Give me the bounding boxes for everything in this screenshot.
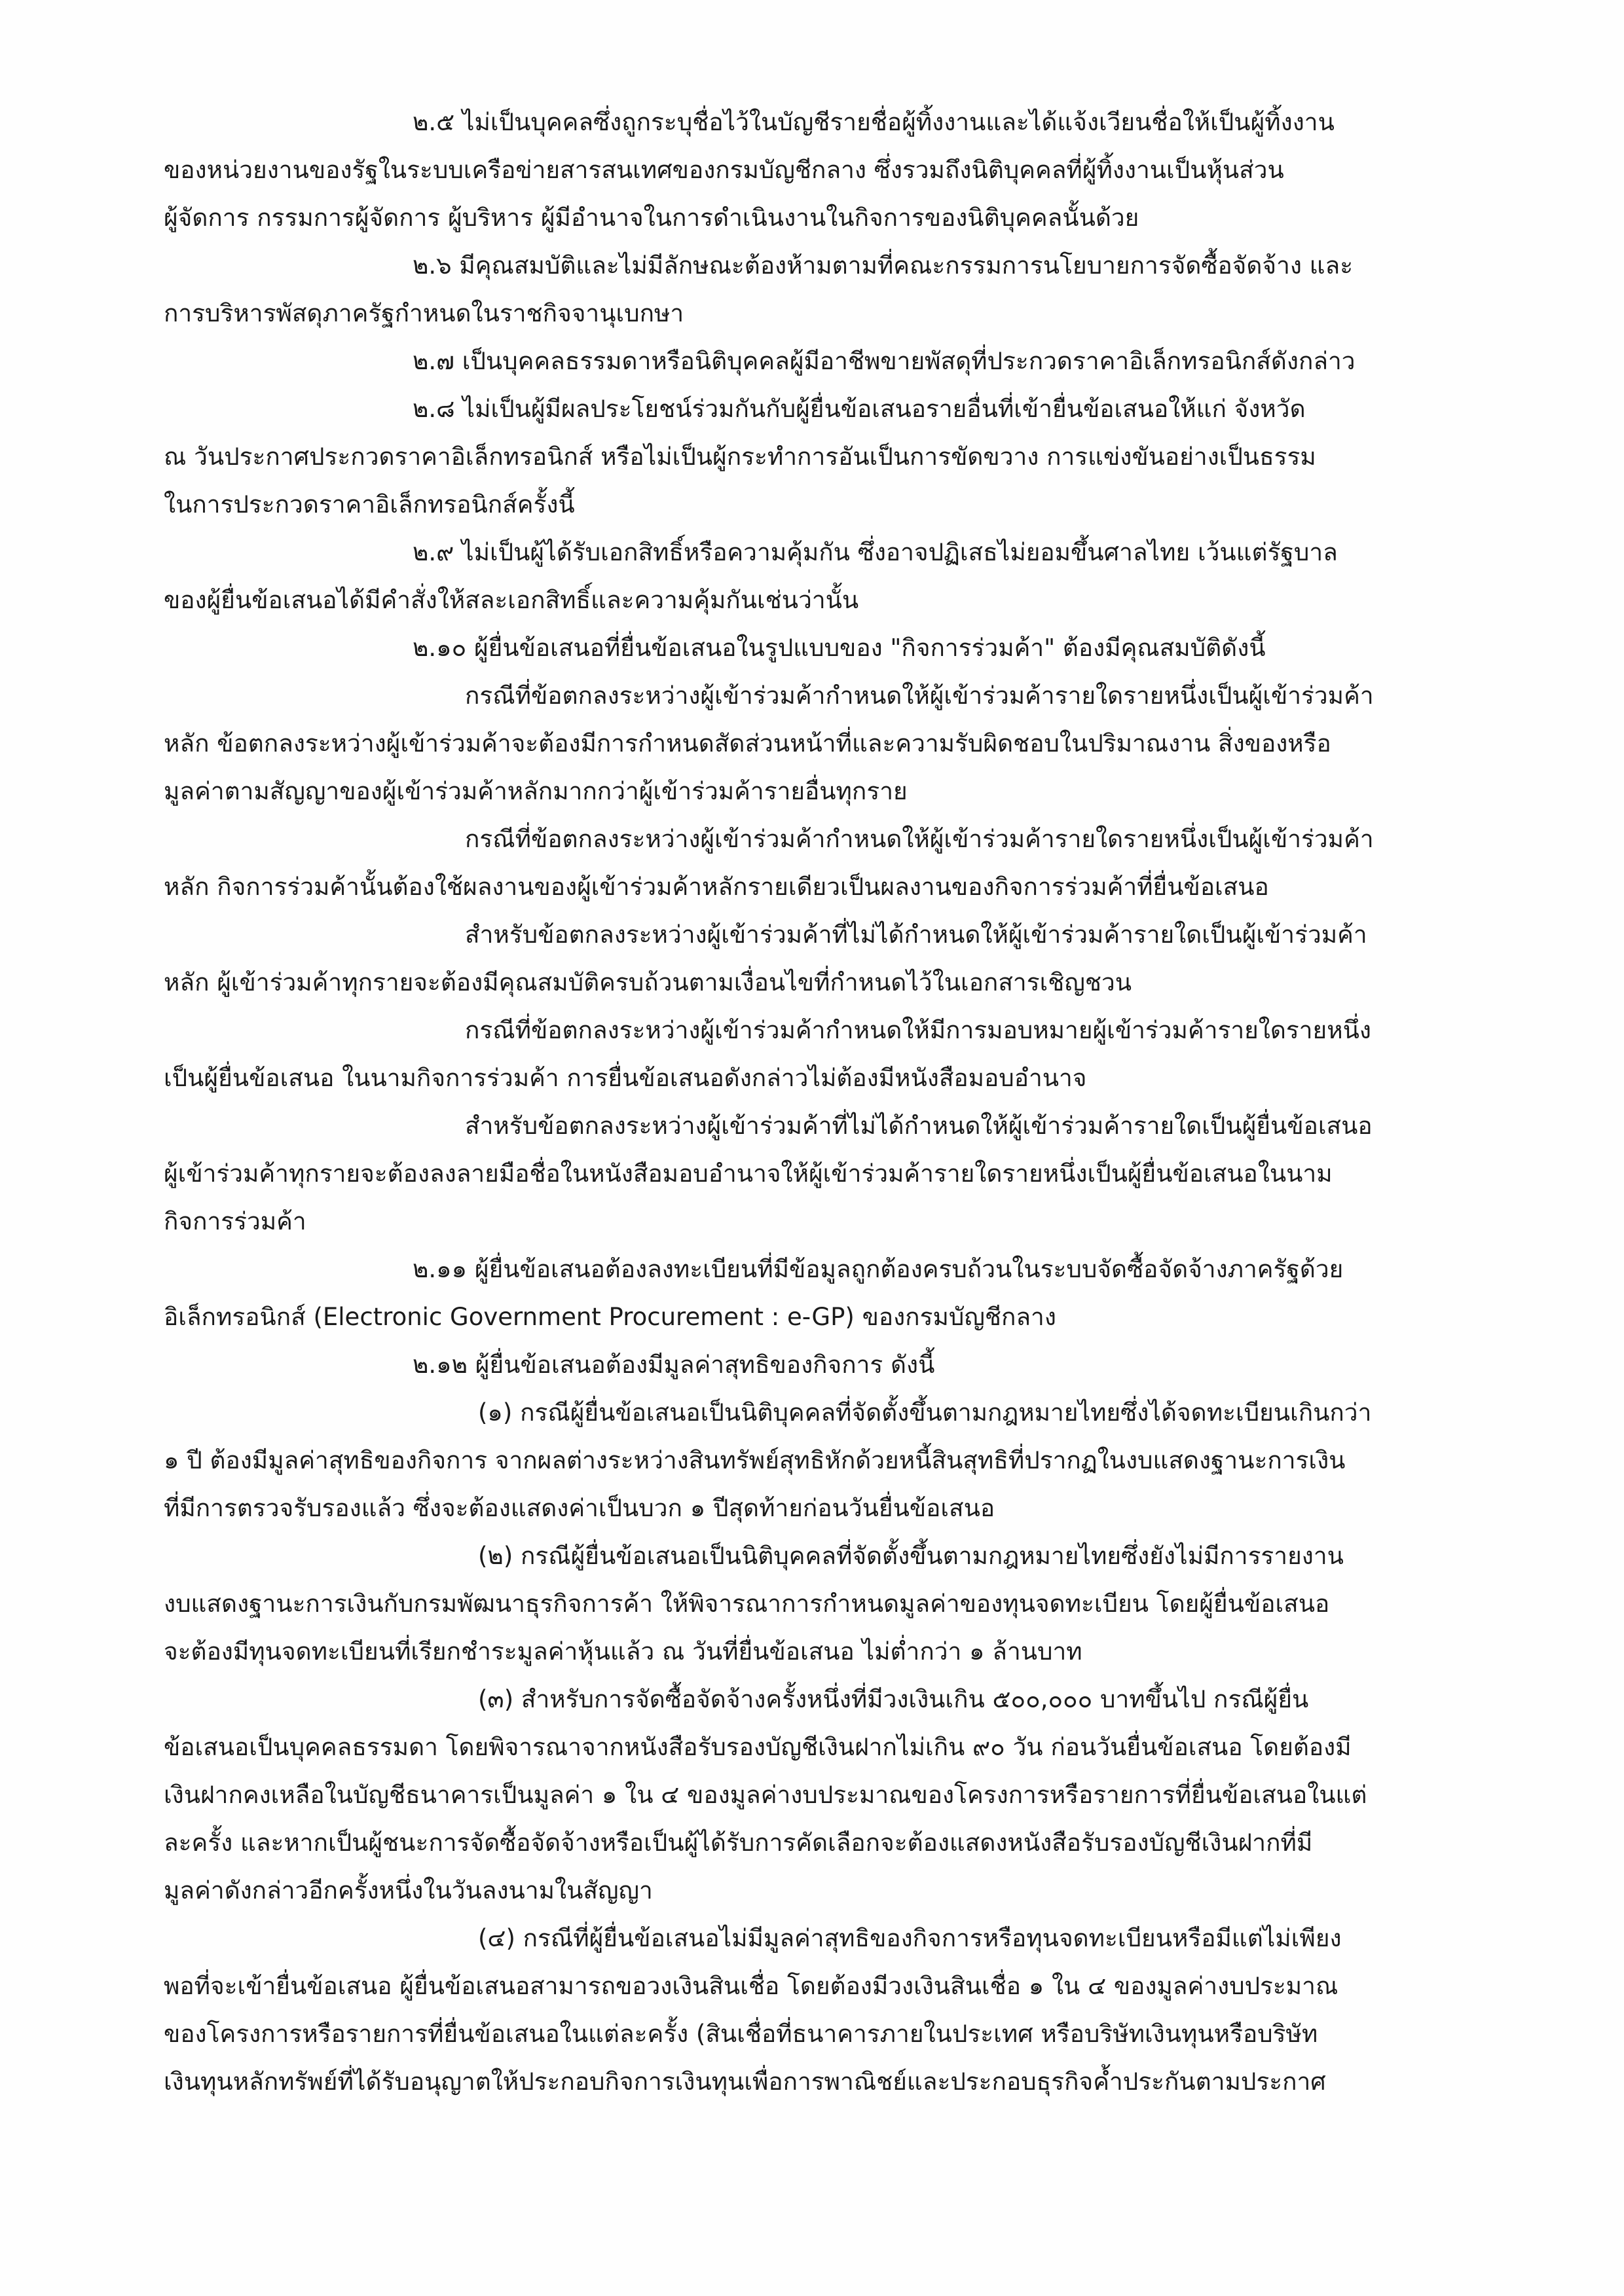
clause-2-6-line-2: การบริหารพัสดุภาครัฐกำหนดในราชกิจจานุเบกษา [164,299,684,327]
net-worth-item-3-line-5: มูลค่าดังกล่าวอีกครั้งหนึ่งในวันลงนามในสัญญา [164,1876,653,1904]
clause-2-7-line-1: ๒.๗ เป็นบุคคลธรรมดาหรือนิติบุคคลผู้มีอาชีพขายพัสดุที่ประกวดราคาอิเล็กทรอนิกส์ดังกล่าว [413,347,1356,375]
joint-venture-case-1-line-3: มูลค่าตามสัญญาของผู้เข้าร่วมค้าหลักมากกว่าผู้เข้าร่วมค้ารายอื่นทุกราย [164,777,908,805]
joint-venture-case-1-line-1: กรณีที่ข้อตกลงระหว่างผู้เข้าร่วมค้ากำหนดให้ผู้เข้าร่วมค้ารายใดรายหนึ่งเป็นผู้เข้าร่วมค้า [465,682,1374,710]
clause-2-9-line-2: ของผู้ยื่นข้อเสนอได้มีคำสั่งให้สละเอกสิทธิ์และความคุ้มกันเช่นว่านั้น [164,586,859,614]
net-worth-item-2-line-1: (๒) กรณีผู้ยื่นข้อเสนอเป็นนิติบุคคลที่จัดตั้งขึ้นตามกฎหมายไทยซึ่งยังไม่มีการรายงาน [478,1542,1344,1570]
net-worth-item-1-line-3: ที่มีการตรวจรับรองแล้ว ซึ่งจะต้องแสดงค่าเป็นบวก ๑ ปีสุดท้ายก่อนวันยื่นข้อเสนอ [164,1494,995,1522]
net-worth-item-3-line-2: ข้อเสนอเป็นบุคคลธรรมดา โดยพิจารณาจากหนังสือรับรองบัญชีเงินฝากไม่เกิน ๙๐ วัน ก่อนวันยื่นข้อเสนอ โดยต้องมี [164,1733,1352,1761]
joint-venture-case-4-line-2: เป็นผู้ยื่นข้อเสนอ ในนามกิจการร่วมค้า การยื่นข้อเสนอดังกล่าวไม่ต้องมีหนังสือมอบอำนาจ [164,1064,1087,1092]
net-worth-item-4-line-1: (๔) กรณีที่ผู้ยื่นข้อเสนอไม่มีมูลค่าสุทธิของกิจการหรือทุนจดทะเบียนหรือมีแต่ไม่เพียง [478,1924,1342,1952]
document-body [164,98,1473,2105]
net-worth-item-4-line-4: เงินทุนหลักทรัพย์ที่ได้รับอนุญาตให้ประกอบกิจการเงินทุนเพื่อการพาณิชย์และประกอบธุรกิจค้ำประกันตามประกาศ [164,2068,1326,2096]
joint-venture-case-1-line-2: หลัก ข้อตกลงระหว่างผู้เข้าร่วมค้าจะต้องมีการกำหนดสัดส่วนหน้าที่และความรับผิดชอบในปริมาณงาน สิ่งของหรือ [164,729,1331,757]
net-worth-item-3-line-1: (๓) สำหรับการจัดซื้อจัดจ้างครั้งหนึ่งที่มีวงเงินเกิน ๕๐๐,๐๐๐ บาทขึ้นไป กรณีผู้ยื่น [478,1685,1309,1713]
net-worth-item-1-line-2: ๑ ปี ต้องมีมูลค่าสุทธิของกิจการ จากผลต่างระหว่างสินทรัพย์สุทธิหักด้วยหนี้สินสุทธิที่ปรากฏในงบแสดงฐานะการเงิน [164,1446,1346,1474]
clause-2-5-line-1: ๒.๕ ไม่เป็นบุคคลซึ่งถูกระบุชื่อไว้ในบัญชีรายชื่อผู้ทิ้งงานและได้แจ้งเวียนชื่อให้เป็นผู้ทิ้งงาน [413,108,1335,136]
clause-2-5-line-2: ของหน่วยงานของรัฐในระบบเครือข่ายสารสนเทศของกรมบัญชีกลาง ซึ่งรวมถึงนิติบุคคลที่ผู้ทิ้งงานเป็นหุ้นส่วน [164,156,1284,184]
joint-venture-case-3-line-1: สำหรับข้อตกลงระหว่างผู้เข้าร่วมค้าที่ไม่ได้กำหนดให้ผู้เข้าร่วมค้ารายใดเป็นผู้เข้าร่วมค้า [465,920,1367,949]
joint-venture-case-3-line-2: หลัก ผู้เข้าร่วมค้าทุกรายจะต้องมีคุณสมบัติครบถ้วนตามเงื่อนไขที่กำหนดไว้ในเอกสารเชิญชวน [164,968,1132,996]
clause-2-12-line-1: ๒.๑๒ ผู้ยื่นข้อเสนอต้องมีมูลค่าสุทธิของกิจการ ดังนี้ [413,1351,935,1379]
clause-2-11-line-2: อิเล็กทรอนิกส์ (Electronic Government Procurement : e-GP) ของกรมบัญชีกลาง [164,1303,1056,1331]
net-worth-item-1-line-1: (๑) กรณีผู้ยื่นข้อเสนอเป็นนิติบุคคลที่จัดตั้งขึ้นตามกฎหมายไทยซึ่งได้จดทะเบียนเกินกว่า [478,1398,1372,1427]
clause-2-10-line-1: ๒.๑๐ ผู้ยื่นข้อเสนอที่ยื่นข้อเสนอในรูปแบบของ "กิจการร่วมค้า" ต้องมีคุณสมบัติดังนี้ [413,634,1266,662]
clause-2-8-line-1: ๒.๘ ไม่เป็นผู้มีผลประโยชน์ร่วมกันกับผู้ยื่นข้อเสนอรายอื่นที่เข้ายื่นข้อเสนอให้แก่ จังหวัด [413,395,1306,423]
clause-2-5-line-3: ผู้จัดการ กรรมการผู้จัดการ ผู้บริหาร ผู้มีอำนาจในการดำเนินงานในกิจการของนิติบุคคลนั้นด้วย [164,204,1139,232]
net-worth-item-2-line-2: งบแสดงฐานะการเงินกับกรมพัฒนาธุรกิจการค้า ให้พิจารณาการกำหนดมูลค่าของทุนจดทะเบียน โดยผู้ยื่นข้อเสนอ [164,1590,1330,1618]
net-worth-item-4-line-3: ของโครงการหรือรายการที่ยื่นข้อเสนอในแต่ละครั้ง (สินเชื่อที่ธนาคารภายในประเทศ หรือบริษัทเงินทุนหรือบริษัท [164,2020,1318,2048]
clause-2-6-line-1: ๒.๖ มีคุณสมบัติและไม่มีลักษณะต้องห้ามตามที่คณะกรรมการนโยบายการจัดซื้อจัดจ้าง และ [413,251,1354,280]
clause-2-11-line-1: ๒.๑๑ ผู้ยื่นข้อเสนอต้องลงทะเบียนที่มีข้อมูลถูกต้องครบถ้วนในระบบจัดซื้อจัดจ้างภาครัฐด้วย [413,1255,1344,1283]
clause-2-8-line-2: ณ วันประกาศประกวดราคาอิเล็กทรอนิกส์ หรือไม่เป็นผู้กระทำการอันเป็นการขัดขวาง การแข่งขันอย่างเป็นธรรม [164,443,1316,471]
joint-venture-case-2-line-2: หลัก กิจการร่วมค้านั้นต้องใช้ผลงานของผู้เข้าร่วมค้าหลักรายเดียวเป็นผลงานของกิจการร่วมค้าที่ยื่นข้อเสนอ [164,873,1269,901]
net-worth-item-4-line-2: พอที่จะเข้ายื่นข้อเสนอ ผู้ยื่นข้อเสนอสามารถขอวงเงินสินเชื่อ โดยต้องมีวงเงินสินเชื่อ ๑ ใน ๔ ของมูลค่างบประมาณ [164,1972,1338,2000]
clause-2-9-line-1: ๒.๙ ไม่เป็นผู้ได้รับเอกสิทธิ์หรือความคุ้มกัน ซึ่งอาจปฏิเสธไม่ยอมขึ้นศาลไทย เว้นแต่รัฐบาล [413,538,1338,566]
joint-venture-case-5-line-1: สำหรับข้อตกลงระหว่างผู้เข้าร่วมค้าที่ไม่ได้กำหนดให้ผู้เข้าร่วมค้ารายใดเป็นผู้ยื่นข้อเสนอ [465,1112,1373,1140]
net-worth-item-3-line-3: เงินฝากคงเหลือในบัญชีธนาคารเป็นมูลค่า ๑ ใน ๔ ของมูลค่างบประมาณของโครงการหรือรายการที่ยื่นข้อเสนอในแต่ [164,1781,1367,1809]
clause-2-8-line-3: ในการประกวดราคาอิเล็กทรอนิกส์ครั้งนี้ [164,490,575,519]
net-worth-item-2-line-3: จะต้องมีทุนจดทะเบียนที่เรียกชำระมูลค่าหุ้นแล้ว ณ วันที่ยื่นข้อเสนอ ไม่ต่ำกว่า ๑ ล้านบาท [164,1637,1082,1666]
joint-venture-case-2-line-1: กรณีที่ข้อตกลงระหว่างผู้เข้าร่วมค้ากำหนดให้ผู้เข้าร่วมค้ารายใดรายหนึ่งเป็นผู้เข้าร่วมค้า [465,825,1374,853]
joint-venture-case-4-line-1: กรณีที่ข้อตกลงระหว่างผู้เข้าร่วมค้ากำหนดให้มีการมอบหมายผู้เข้าร่วมค้ารายใดรายหนึ่ง [465,1016,1371,1044]
joint-venture-case-5-line-2: ผู้เข้าร่วมค้าทุกรายจะต้องลงลายมือชื่อในหนังสือมอบอำนาจให้ผู้เข้าร่วมค้ารายใดรายหนึ่งเป็นผู้ยื่นข้อเสนอในนาม [164,1159,1333,1188]
net-worth-item-3-line-4: ละครั้ง และหากเป็นผู้ชนะการจัดซื้อจัดจ้างหรือเป็นผู้ได้รับการคัดเลือกจะต้องแสดงหนังสือรับรองบัญชีเงินฝากที่มี [164,1829,1313,1857]
joint-venture-case-5-line-3: กิจการร่วมค้า [164,1207,306,1235]
